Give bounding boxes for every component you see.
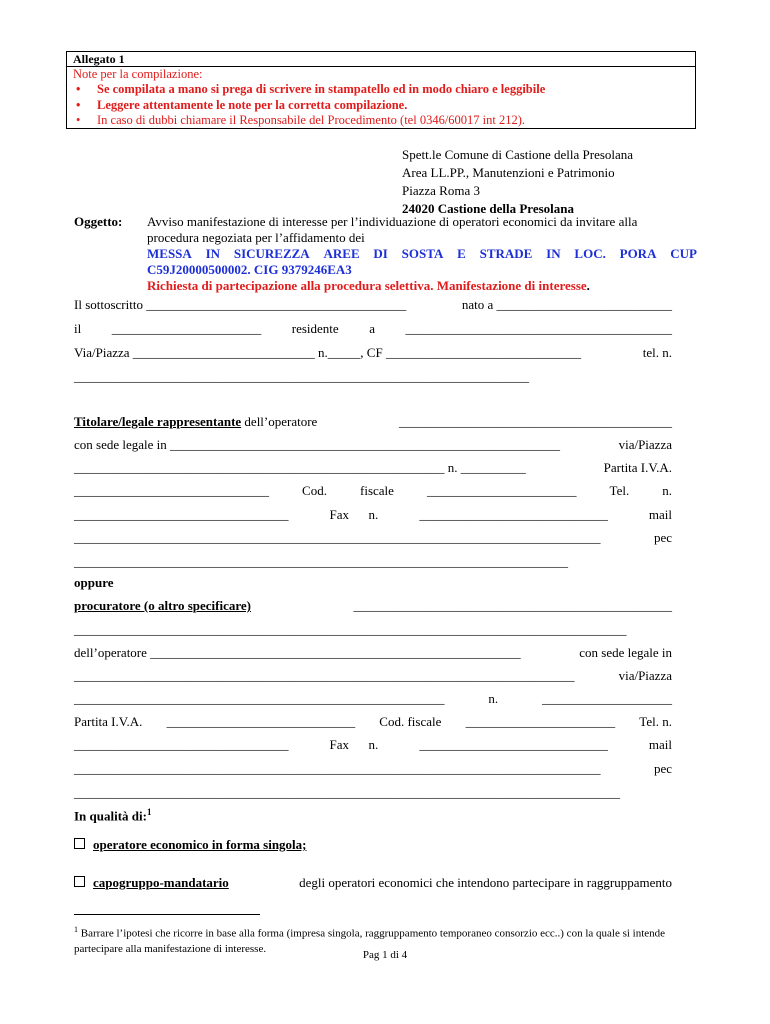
- field-row: Partita I.V.A. _____________________________ Cod. fiscale _______________________ Tel. n.: [74, 714, 672, 729]
- recipient-address: Spett.le Comune di Castione della Presolana Area LL.PP., Manutenzioni e Patrimonio Piazza Roma 3 24020 Castione della Presolana: [402, 147, 634, 216]
- bullet-icon: •: [76, 113, 81, 127]
- list-item: • In caso di dubbi chiamare il Responsabile del Procedimento (tel 0346/60017 int 212).: [76, 113, 526, 127]
- field-row: _________________________________________________________ n. ____________________: [74, 691, 672, 706]
- footnote: $^1$ Barrare l’ipotesi che ricorre in base alla forma (impresa singola, raggruppamento temporaneo consorzio ecc..) con la quale si intende partecipare alla manifestazione di interesse.: [74, 925, 666, 955]
- field-row: il _______________________ residente a _________________________________________: [74, 321, 672, 336]
- field-line: _____________________________________________________________________________________: [74, 622, 627, 637]
- field-row: Titolare/legale rappresentante dell’operatore __________________________________________: [74, 414, 672, 429]
- notes-list: [67, 82, 695, 129]
- option-singola[interactable]: operatore economico in forma singola;: [74, 837, 307, 853]
- in-qualita-label: In qualità di:$^1$: [74, 807, 152, 824]
- checkbox-icon[interactable]: [74, 876, 85, 887]
- field-line: ______________________________________________________________________: [74, 369, 529, 384]
- oppure-label: oppure: [74, 575, 114, 590]
- field-row: _________________________________ Fax n. _____________________________ mail: [74, 507, 672, 522]
- subject-label: Oggetto:: [74, 214, 123, 229]
- notes-header: Allegato 1: [67, 52, 695, 67]
- field-row: _________________________________________________________________________________ pec: [74, 761, 672, 776]
- notes-box: [66, 51, 696, 129]
- field-row: _________________________________________________________ n. __________ Partita I.V.A.: [74, 460, 672, 475]
- field-row: procuratore (o altro specificare) _________________________________________________: [74, 598, 672, 613]
- page-number: Pag 1 di 4: [362, 949, 408, 961]
- subject-title-line1: MESSA IN SICUREZZA AREE DI SOSTA E STRADE IN LOC. PORA CUP: [147, 246, 697, 261]
- field-row: _________________________________________________________________________________ pec: [74, 530, 672, 545]
- field-line: ____________________________________________________________________________: [74, 554, 568, 569]
- bullet-icon: •: [76, 97, 81, 112]
- notes-title: Note per la compilazione:: [73, 67, 203, 81]
- field-row: Il sottoscritto ________________________________________ nato a ___________________________: [74, 297, 672, 312]
- list-item: • Se compilata a mano si prega di scrivere in stampatello ed in modo chiaro e leggibile: [76, 82, 546, 96]
- field-row: ______________________________ Cod. fiscale _______________________ Tel. n.: [74, 483, 672, 498]
- option-capogruppo[interactable]: capogruppo-mandatario degli operatori economici che intendono partecipare in raggruppamento: [74, 875, 672, 891]
- subject-request: Richiesta di partecipazione alla procedura selettiva. Manifestazione di interesse.: [147, 278, 590, 293]
- checkbox-icon[interactable]: [74, 838, 85, 849]
- field-row: dell’operatore _________________________________________________________ con sede legale in: [74, 645, 672, 660]
- field-line: ____________________________________________________________________________________: [74, 785, 620, 800]
- subject-title-line2: C59J20000500002. CIG 9379246EA3: [147, 262, 352, 277]
- field-row: Via/Piazza ____________________________ n._____, CF ______________________________ tel. n.: [74, 345, 672, 360]
- list-item: • Leggere attentamente le note per la corretta compilazione.: [76, 97, 408, 112]
- field-row: con sede legale in ____________________________________________________________ via/Piazza: [74, 437, 672, 452]
- field-row: _________________________________ Fax n. _____________________________ mail: [74, 737, 672, 752]
- field-row: _____________________________________________________________________________ via/Piazza: [74, 668, 672, 683]
- bullet-icon: •: [76, 82, 81, 96]
- footnote-divider: [74, 914, 260, 915]
- subject-text: Avviso manifestazione di interesse per l’individuazione di operatori economici da invitare alla procedura negoziata per l’affidamento dei MESSA IN SICUREZZA AREE DI SOSTA E STRADE IN LOC. PORA CUP C59J20000500002. CIG 9379246EA3 Richiesta di partecipazione alla procedura selettiva. Manifestazione di interesse.: [147, 214, 697, 293]
